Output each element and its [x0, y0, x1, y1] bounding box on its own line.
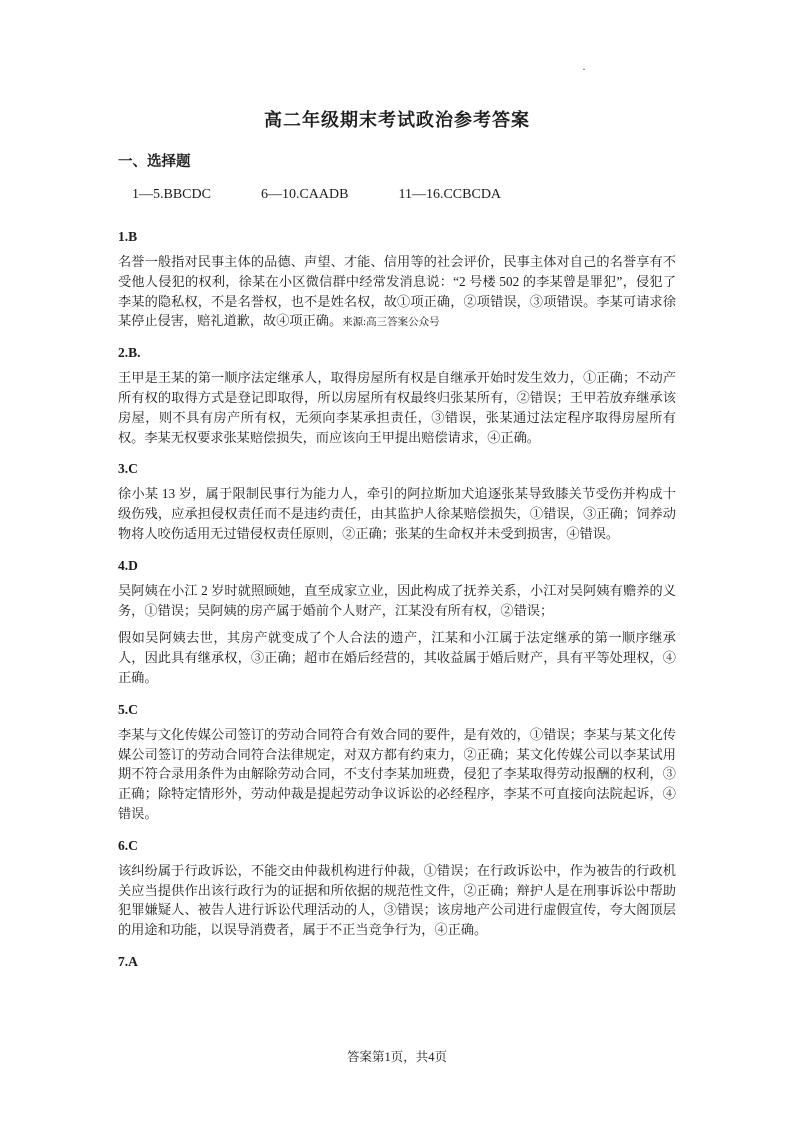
explanation-paragraph: 徐小某 13 岁，属于限制民事行为能力人，牵引的阿拉斯加犬追逐张某导致膝关节受伤并构成十级伤残，应承担侵权责任而不是违约责任，由其监护人徐某赔偿损失，①错误，③正确；饲养动物将人咬伤适用无过错侵权责任原则，②正确；张某的生命权并未受到损害，④错误。	[118, 486, 676, 541]
answer-item-4	[118, 558, 676, 688]
page-footer: 答案第1页，共4页	[346, 1050, 447, 1064]
item-heading: 6.C	[118, 837, 138, 853]
item-heading: 7.A	[118, 953, 138, 969]
item-heading: 1.B	[118, 229, 138, 244]
explanation-paragraph	[118, 252, 676, 331]
source-note: 来源:高三答案公众号	[342, 317, 440, 329]
item-heading: 3.C	[118, 461, 138, 477]
answer-item-6	[118, 838, 676, 940]
answer-group-6-10: 6—10.CAADB	[260, 187, 349, 202]
answer-item-7	[118, 954, 676, 970]
explanation-paragraph: 假如吴阿姨去世，其房产就变成了个人合法的遗产，江某和小江属于法定继承的第一顺序继承人，因此具有继承权，③正确；超市在婚后经营的，其收益属于婚后财产，具有平等处理权，④正确。	[118, 630, 676, 685]
answer-item-1	[118, 229, 676, 331]
page-corner-mark: ·	[582, 62, 586, 76]
answer-group-1-5: 1—5.BBCDC	[132, 187, 211, 202]
answer-item-5	[118, 702, 676, 824]
answer-item-2	[118, 345, 676, 447]
item-heading: 5.C	[118, 701, 138, 717]
answer-item-3	[118, 461, 676, 543]
explanation-paragraph: 李某与文化传媒公司签订的劳动合同符合有效合同的要件，是有效的，①错误；李某与某文化传媒公司签订的劳动合同符合法律规定，对双方都有约束力，②正确；某文化传媒公司以李某试用期不符合录用条件为由解除劳动合同，不支付李某加班费，侵犯了李某取得劳动报酬的权利，③正确；除特定情形外，劳动仲裁是提起劳动争议诉讼的必经程序，李某不可直接向法院起诉，④错误。	[118, 726, 676, 821]
explanation-text: 名誉一般指对民事主体的品德、声望、才能、信用等的社会评价，民事主体对自己的名誉享有不受他人侵犯的权利，徐某在小区微信群中经常发消息说：“2 号楼 502 的李某曾是罪犯”，侵犯了李某的隐私权，不是名誉权，也不是姓名权，故①项正确，②项错误，③项错误。李某可请求徐某停止侵害，赔礼道歉，故④项正确。	[118, 254, 676, 329]
page-title: 高二年级期末考试政治参考答案	[264, 110, 530, 130]
item-heading: 2.B.	[118, 345, 141, 361]
item-heading: 4.D	[118, 557, 138, 573]
answer-group-11-16: 11—16.CCBCDA	[398, 187, 502, 202]
section-heading: 一、选择题	[118, 154, 191, 170]
explanation-paragraph: 吴阿姨在小江 2 岁时就照顾她，直至成家立业，因此构成了抚养关系，小江对吴阿姨有赡养的义务，①错误；吴阿姨的房产属于婚前个人财产，江某没有所有权，②错误；	[118, 582, 676, 618]
document-content	[118, 150, 676, 977]
answer-key-row	[118, 187, 676, 203]
explanation-paragraph: 该纠纷属于行政诉讼，不能交由仲裁机构进行仲裁，①错误；在行政诉讼中，作为被告的行政机关应当提供作出该行政行为的证据和所依据的规范性文件，②正确；辩护人是在刑事诉讼中帮助犯罪嫌疑人、被告人进行诉讼代理活动的人，③错误；该房地产公司进行虚假宣传，夸大阁顶层的用途和功能，以误导消费者，属于不正当竞争行为，④正确。	[118, 862, 676, 938]
explanation-paragraph: 王甲是王某的第一顺序法定继承人，取得房屋所有权是自继承开始时发生效力，①正确；不动产所有权的取得方式是登记即取得，所以房屋所有权最终归张某所有，②错误；王甲若放弃继承该房屋，则不具有房产所有权，无须向李某承担责任，③错误，张某通过法定程序取得房屋所有权。李某无权要求张某赔偿损失，而应该向王甲提出赔偿请求，④正确。	[118, 370, 676, 445]
